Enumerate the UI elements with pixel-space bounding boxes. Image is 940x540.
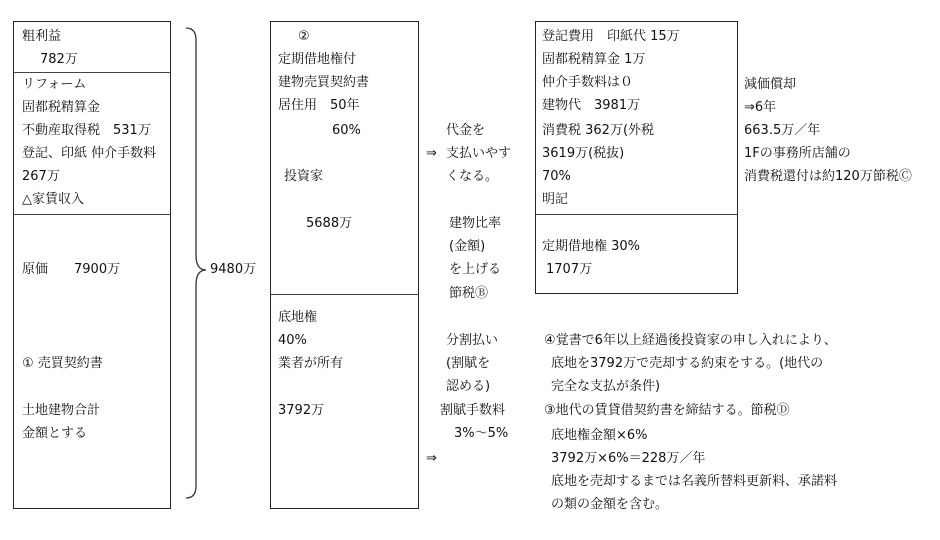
middle-line: 定期借地権付 [278, 52, 357, 67]
land-percent: 40% [278, 333, 307, 348]
note4-line: ④覚書で6年以上経過後投資家の申し入れにより、 [544, 333, 837, 348]
side-note-line: 減価償却 [744, 77, 797, 92]
left-item: リフォーム [22, 77, 87, 92]
between-mid-line: を上げる [449, 262, 502, 277]
between-bottom-line: 3%〜5% [454, 426, 509, 441]
between-top-line: 代金を [446, 123, 486, 138]
land-label: 底地権 [278, 310, 318, 325]
left-item: △家賃収入 [22, 192, 84, 207]
right-line: 登記費用 印紙代 15万 [542, 29, 680, 44]
cost-label: 原価 7900万 [22, 262, 121, 277]
investor-label: 投資家 [284, 169, 324, 184]
note3-line: の類の金額を含む。 [551, 497, 669, 512]
left-item: 不動産取得税 531万 [22, 123, 151, 138]
between-mid-line: 建物比率 [449, 216, 502, 231]
middle-percent: 60% [332, 123, 361, 138]
right-line: 明記 [542, 192, 569, 207]
right-line: 消費税 362万(外税 [542, 123, 655, 138]
total-label-2: 金額とする [22, 426, 88, 441]
land-lease-label: 定期借地権 30% [542, 239, 641, 254]
brace-total: 9480万 [210, 262, 257, 277]
note4-line: 完全な支払が条件) [551, 379, 661, 394]
between-mid-line: (金額) [449, 239, 486, 254]
note4-line: 底地を3792万で売却する約束をする。(地代の [551, 356, 824, 371]
right-divider [535, 214, 738, 215]
right-line: 3619万(税抜) [542, 146, 625, 161]
between-bottom-line: 分割払い [446, 333, 499, 348]
between-bottom-line: 割賦手数料 [440, 403, 506, 418]
side-note-line: 663.5万／年 [744, 123, 821, 138]
left-item: 登記、印紙 仲介手数料 [22, 146, 157, 161]
note3-line: 底地権金額×6% [551, 428, 648, 443]
right-line: 70% [542, 169, 571, 184]
note3-line: ③地代の賃貸借契約書を締結する。節税Ⓓ [544, 403, 790, 418]
right-line: 建物代 3981万 [542, 98, 641, 113]
land-amount: 3792万 [278, 403, 325, 418]
land-lease-amount: 1707万 [546, 262, 593, 277]
contract-label: ① 売買契約書 [22, 356, 103, 371]
note3-line: 底地を売却するまでは名義所替料更新料、承諾料 [551, 474, 838, 489]
right-line: 仲介手数料は０ [542, 75, 634, 90]
arrow-icon: ⇒ [426, 146, 437, 161]
right-line: 固都税精算金 1万 [542, 52, 646, 67]
land-owner: 業者が所有 [278, 356, 344, 371]
middle-divider [270, 294, 419, 295]
middle-box [270, 21, 419, 509]
left-item: 267万 [22, 169, 60, 184]
left-item: 固都税精算金 [22, 100, 101, 115]
gross-profit-value: 782万 [40, 52, 78, 67]
note3-line: 3792万×6%＝228万／年 [551, 451, 706, 466]
side-note-line: 消費税還付は約120万節税Ⓒ [744, 169, 912, 184]
between-bottom-line: 認める) [446, 379, 491, 394]
between-mid-line: 節税Ⓑ [449, 286, 489, 301]
side-note-line: 1Fの事務所店舗の [744, 146, 851, 161]
total-label-1: 土地建物合計 [22, 403, 101, 418]
gross-profit-label: 粗利益 [22, 29, 62, 44]
side-note-line: ⇒6年 [744, 100, 777, 115]
between-top-line: 支払いやす [446, 146, 512, 161]
between-top-line: くなる。 [446, 169, 499, 184]
middle-line: 建物売買契約書 [278, 75, 370, 90]
middle-number: ② [298, 29, 310, 44]
middle-line: 居住用 50年 [278, 98, 360, 113]
between-bottom-line: (割賦を [446, 356, 491, 371]
investor-amount: 5688万 [306, 216, 353, 231]
arrow-icon: ⇒ [426, 451, 437, 466]
